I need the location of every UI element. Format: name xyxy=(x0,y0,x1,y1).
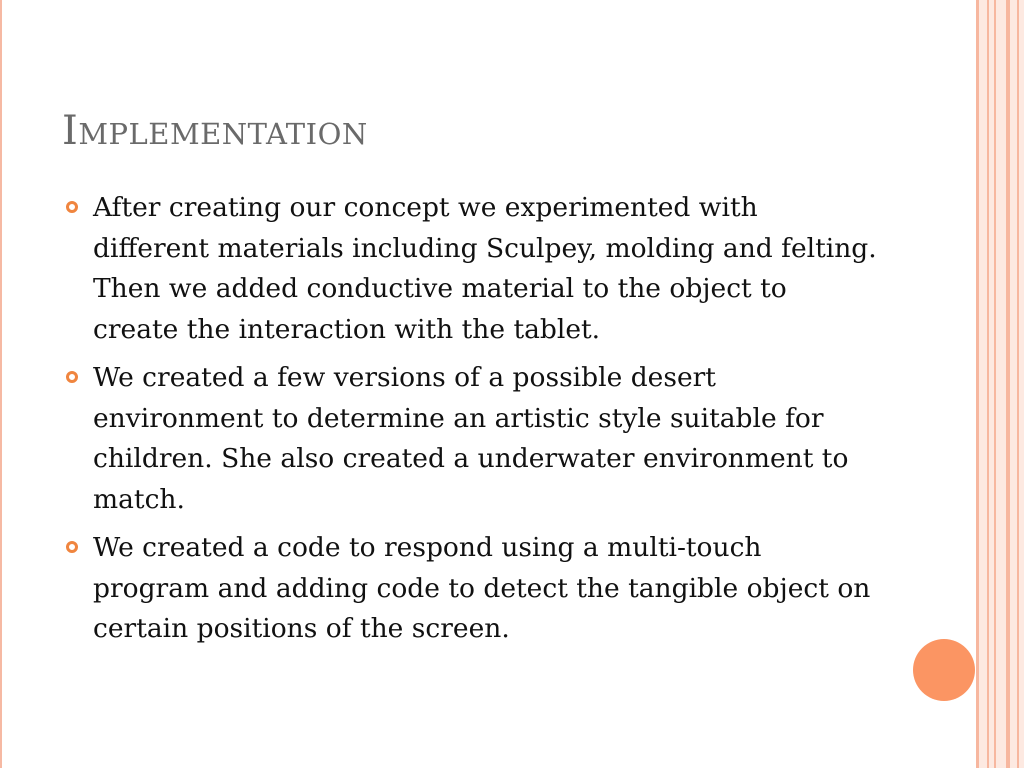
bullet-ring-icon xyxy=(66,371,78,383)
right-border-line xyxy=(994,0,996,768)
bullet-ring-icon xyxy=(66,201,78,213)
bullet-text: After creating our concept we experimented with different materials including Sculpey, molding and felting. Then we added conductive material to the object to create the interaction with the tablet. xyxy=(93,192,877,345)
right-border-line xyxy=(1017,0,1019,768)
bullet-item xyxy=(64,528,880,650)
slide-title-initial: I xyxy=(62,108,79,154)
bullet-text: We created a few versions of a possible desert environment to determine an artistic style suitable for children. She also created a underwater environment to match. xyxy=(93,362,849,515)
right-border-line xyxy=(976,0,979,768)
bullet-item xyxy=(64,358,880,520)
bullet-item xyxy=(64,188,880,350)
right-border-line xyxy=(1006,0,1010,768)
bullet-ring-icon xyxy=(66,541,78,553)
bullet-list xyxy=(64,188,880,658)
right-border-line xyxy=(987,0,989,768)
decorative-circle xyxy=(913,639,975,701)
slide-title xyxy=(62,108,368,157)
slide-title-rest: MPLEMENTATION xyxy=(78,117,368,151)
bullet-text: We created a code to respond using a multi-touch program and adding code to detect the tangible object on certain positions of the screen. xyxy=(93,532,871,644)
left-border-line xyxy=(0,0,2,768)
